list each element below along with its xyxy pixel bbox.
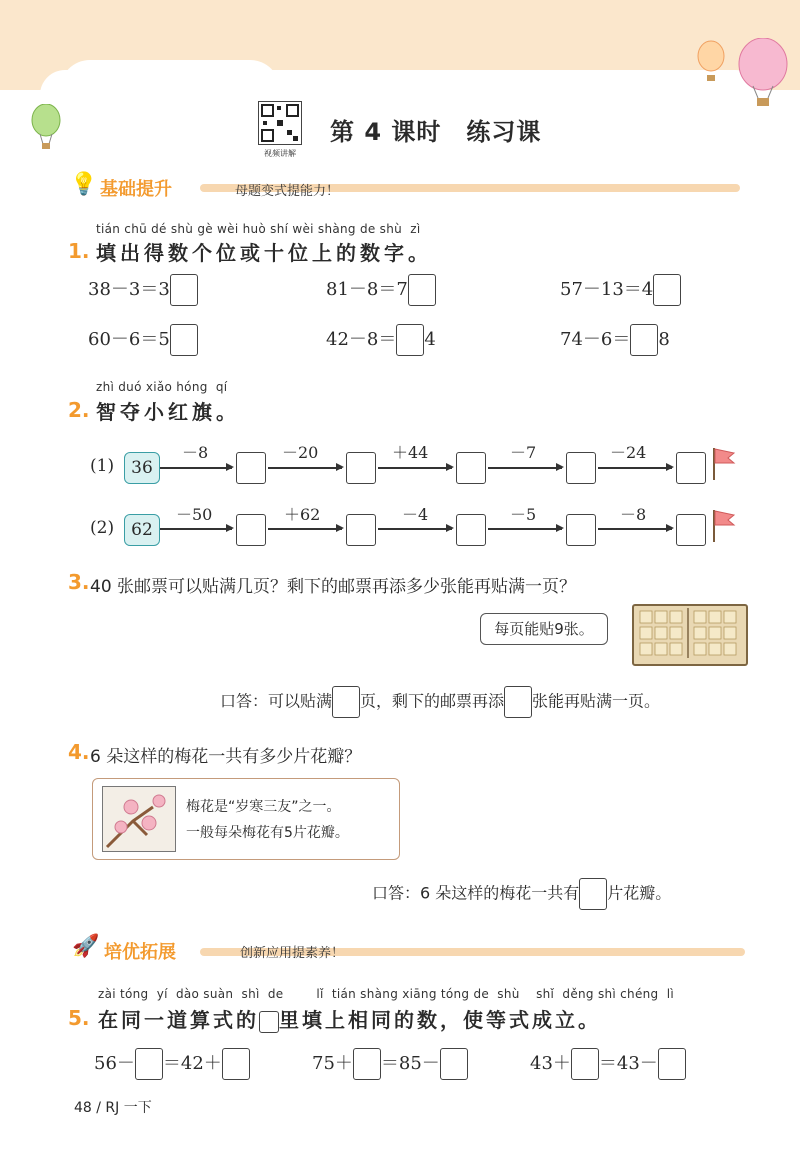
equation-text: 38－3＝3 (88, 279, 170, 300)
panel-line: 一般每朵梅花有5片花瓣。 (186, 825, 349, 841)
answer-text: 张能再贴满一页。 (532, 691, 661, 711)
q1-equation (560, 324, 670, 356)
equation-text: 43＋ (530, 1053, 571, 1074)
balloon-icon (694, 40, 728, 84)
operation-label: ＋44 (392, 443, 429, 462)
q2-pinyin: zhì duó xiǎo hóng qí (96, 380, 228, 394)
answer-box[interactable] (579, 878, 607, 910)
arrow (268, 528, 342, 530)
qr-caption: 视频讲解 (264, 149, 296, 158)
speech-bubble: 每页能贴9张。 (480, 613, 608, 645)
answer-box[interactable] (222, 1048, 250, 1080)
answer-box[interactable] (676, 514, 706, 546)
q1-equation (88, 324, 198, 356)
answer-box[interactable] (658, 1048, 686, 1080)
operation-label: －4 (402, 505, 429, 524)
plum-blossom-image (102, 786, 176, 852)
answer-box[interactable] (332, 686, 360, 718)
answer-text: 片花瓣。 (607, 883, 672, 903)
answer-box[interactable] (236, 452, 266, 484)
start-number: 62 (124, 514, 160, 546)
answer-box[interactable] (170, 324, 198, 356)
answer-box[interactable] (504, 686, 532, 718)
equation-tail: 8 (658, 329, 670, 350)
equation-text: 42－8＝ (326, 329, 397, 350)
answer-box[interactable] (571, 1048, 599, 1080)
answer-box[interactable] (353, 1048, 381, 1080)
qr-code[interactable] (258, 101, 302, 145)
answer-box[interactable] (456, 452, 486, 484)
q5-equation (530, 1048, 686, 1080)
answer-text: 口答：可以贴满 (220, 691, 333, 711)
arrow (598, 528, 672, 530)
section-tagline-advanced: 创新应用提素养！ (240, 946, 345, 961)
answer-box[interactable] (170, 274, 198, 306)
red-flag-icon (710, 508, 736, 544)
q3-text: 40 张邮票可以贴满几页？剩下的邮票再添多少张能再贴满一页？ (90, 577, 577, 597)
operation-label: －8 (620, 505, 647, 524)
answer-box[interactable] (456, 514, 486, 546)
panel-line: 梅花是“岁寒三友”之一。 (186, 799, 341, 815)
equation-text: 74－6＝ (560, 329, 631, 350)
arrow (268, 467, 342, 469)
equation-text: ＝85－ (380, 1053, 440, 1074)
q1-equation (326, 274, 436, 306)
answer-box[interactable] (566, 514, 596, 546)
balloon-icon (735, 38, 791, 110)
equation-tail: 4 (424, 329, 436, 350)
stamp-album-icon (634, 606, 742, 660)
arrow (378, 467, 452, 469)
stamp-album-image (632, 604, 748, 666)
operation-label: ＋62 (284, 505, 321, 524)
page-title: 第 4 课时 练习课 (330, 118, 542, 146)
answer-box[interactable] (440, 1048, 468, 1080)
answer-box[interactable] (566, 452, 596, 484)
equation-text: 81－8＝7 (326, 279, 408, 300)
section-title-basic: 基础提升 (100, 179, 172, 200)
answer-box[interactable] (408, 274, 436, 306)
square-symbol (259, 1011, 279, 1033)
q4-answer-line (372, 878, 671, 910)
operation-label: －24 (610, 443, 647, 462)
q2-row-label: (2) (90, 518, 115, 538)
plum-blossom-icon (103, 787, 175, 851)
equation-text: 75＋ (312, 1053, 353, 1074)
operation-label: －7 (510, 443, 537, 462)
arrow (378, 528, 452, 530)
answer-box[interactable] (346, 514, 376, 546)
q1-equation (88, 274, 198, 306)
q1-pinyin: tián chū dé shù gè wèi huò shí wèi shàng de shù zì (96, 222, 421, 236)
q1-text: 填出得数个位或十位上的数字。 (96, 241, 432, 265)
q1-number: 1. (68, 239, 90, 263)
answer-box[interactable] (630, 324, 658, 356)
equation-text: 57－13＝4 (560, 279, 654, 300)
q2-row-label: (1) (90, 456, 115, 476)
q1-equation (560, 274, 681, 306)
answer-box[interactable] (676, 452, 706, 484)
q5-equation (94, 1048, 250, 1080)
operation-label: －20 (282, 443, 319, 462)
start-number: 36 (124, 452, 160, 484)
lightbulb-icon: 💡 (70, 172, 98, 197)
operation-label: －5 (510, 505, 537, 524)
section-title-advanced: 培优拓展 (104, 942, 176, 963)
arrow (160, 528, 232, 530)
rocket-icon: 🚀 (72, 934, 100, 959)
equation-text: ＝43－ (598, 1053, 658, 1074)
answer-text: 口答：6 朵这样的梅花一共有 (372, 883, 580, 903)
section-tagline-basic: 母题变式提能力！ (235, 184, 340, 199)
q3-number: 3. (68, 570, 90, 594)
q5-text (98, 1004, 601, 1033)
q5-number: 5. (68, 1006, 90, 1030)
q4-number: 4. (68, 740, 90, 764)
q5-text-part: 里填上相同的数，使等式成立。 (279, 1008, 601, 1032)
answer-box[interactable] (396, 324, 424, 356)
balloon-icon (28, 104, 64, 150)
operation-label: －50 (176, 505, 213, 524)
operation-label: －8 (182, 443, 209, 462)
answer-text: 页，剩下的邮票再添 (360, 691, 505, 711)
answer-box[interactable] (135, 1048, 163, 1080)
arrow (160, 467, 232, 469)
equation-text: 56－ (94, 1053, 135, 1074)
q2-number: 2. (68, 398, 90, 422)
q5-text-part: 在同一道算式的 (98, 1008, 259, 1032)
arrow (488, 467, 562, 469)
answer-box[interactable] (653, 274, 681, 306)
q5-pinyin: zài tóng yí dào suàn shì de lǐ tián shàng xiāng tóng de shù shǐ děng shì chéng lì (98, 987, 674, 1001)
q2-text: 智夺小红旗。 (96, 400, 240, 424)
equation-text: 60－6＝5 (88, 329, 170, 350)
answer-box[interactable] (346, 452, 376, 484)
qr-code-icon (259, 102, 301, 144)
q5-equation (312, 1048, 468, 1080)
arrow (598, 467, 672, 469)
q1-equation (326, 324, 436, 356)
q3-answer-line (220, 686, 660, 718)
answer-box[interactable] (236, 514, 266, 546)
page-footer: 48 / RJ 一下 (74, 1100, 152, 1116)
equation-text: ＝42＋ (162, 1053, 222, 1074)
arrow (488, 528, 562, 530)
q4-text: 6 朵这样的梅花一共有多少片花瓣？ (90, 747, 362, 767)
red-flag-icon (710, 446, 736, 482)
